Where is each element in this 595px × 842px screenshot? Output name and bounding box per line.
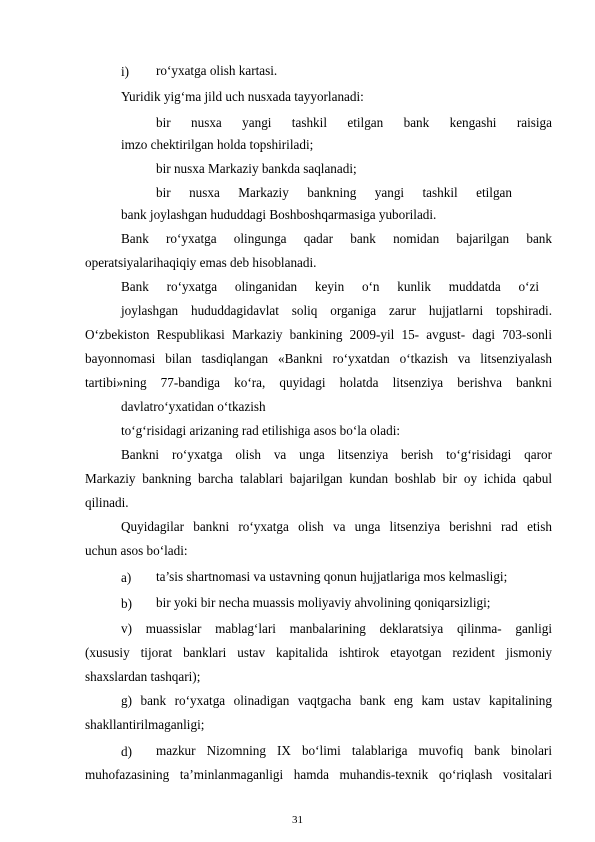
paragraph-line: bir nusxa Markaziy bankning yangi tashkil etilgan [156,185,512,200]
paragraph-line: davlatro‘yxatidan o‘tkazish [121,399,266,414]
paragraph-line: Quyidagilar bankni ro‘yxatga olish va unga litsenziya berishni rad etish [121,519,552,534]
list-item-text: ta’sis shartnomasi va ustavning qonun hujjatlariga mos kelmasligi; [156,569,508,584]
paragraph-line: operatsiyalarihaqiqiy emas deb hisoblanadi. [85,255,317,270]
paragraph-line: muhofazasining ta’minlanmaganligi hamda muhandis-texnik qo‘riqlash vositalari [85,767,552,782]
paragraph-line: shaxslardan tashqari); [85,669,201,684]
list-item-text: g) bank ro‘yxatga olinadigan vaqtgacha bank eng kam ustav kapitalining [121,693,552,708]
paragraph-line: to‘g‘risidagi arizaning rad etilishiga asos bo‘la oladi: [121,423,401,438]
list-marker: i) [121,64,130,79]
paragraph-line: bir nusxa yangi tashkil etilgan bank kengashi raisiga [156,115,552,130]
paragraph-line: Yuridik yig‘ma jild uch nusxada tayyorlanadi: [121,89,364,104]
paragraph-line: qilinadi. [85,495,129,510]
page-number: 31 [292,814,303,826]
list-item-text: v) muassislar mablag‘lari manbalarining deklaratsiya qilinma- ganligi [121,621,552,636]
paragraph-line: Bankni ro‘yxatga olish va unga litsenziya berish to‘g‘risidagi qaror [121,447,552,462]
paragraph-line: Markaziy bankning barcha talablari bajarilgan kundan boshlab bir oy ichida qabul [85,471,552,486]
list-item-text: mazkur Nizomning IX bo‘limi talablariga muvofiq bank binolari [156,743,552,758]
paragraph-line: bank joylashgan hududdagi Boshboshqarmasiga yuboriladi. [121,207,437,222]
paragraph-line: uchun asos bo‘ladi: [85,543,188,558]
list-item-text: ro‘yxatga olish kartasi. [156,63,278,78]
paragraph-line: imzo chektirilgan holda topshiriladi; [121,137,314,152]
paragraph-line: (xususiy tijorat banklari ustav kapitalida ishtirok etayotgan rezident jismoniy [85,645,552,660]
paragraph-line: Bank ro‘yxatga olingunga qadar bank nomidan bajarilgan bank [121,231,552,246]
paragraph-line: bayonnomasi bilan tasdiqlangan «Bankni ro‘yxatdan o‘tkazish va litsenziyalash [85,351,552,366]
paragraph-line: joylashgan hududdagidavlat soliq organiga zarur hujjatlarni topshiradi. [121,303,552,318]
paragraph-line: O‘zbekiston Respublikasi Markaziy bankining 2009-yil 15- avgust- dagi 703-sonli [85,327,552,342]
list-marker: a) [121,570,132,585]
list-marker: b) [121,596,132,611]
paragraph-line: shakllantirilmaganligi; [85,717,205,732]
paragraph-line: Bank ro‘yxatga olinganidan keyin o‘n kunlik muddatda o‘zi [121,279,539,294]
paragraph-line: bir nusxa Markaziy bankda saqlanadi; [156,161,357,176]
paragraph-line: tartibi»ning 77-bandiga ko‘ra, quyidagi holatda litsenziya berishva bankni [85,375,552,390]
list-marker: d) [121,744,132,759]
list-item-text: bir yoki bir necha muassis moliyaviy ahvolining qoniqarsizligi; [156,595,491,610]
